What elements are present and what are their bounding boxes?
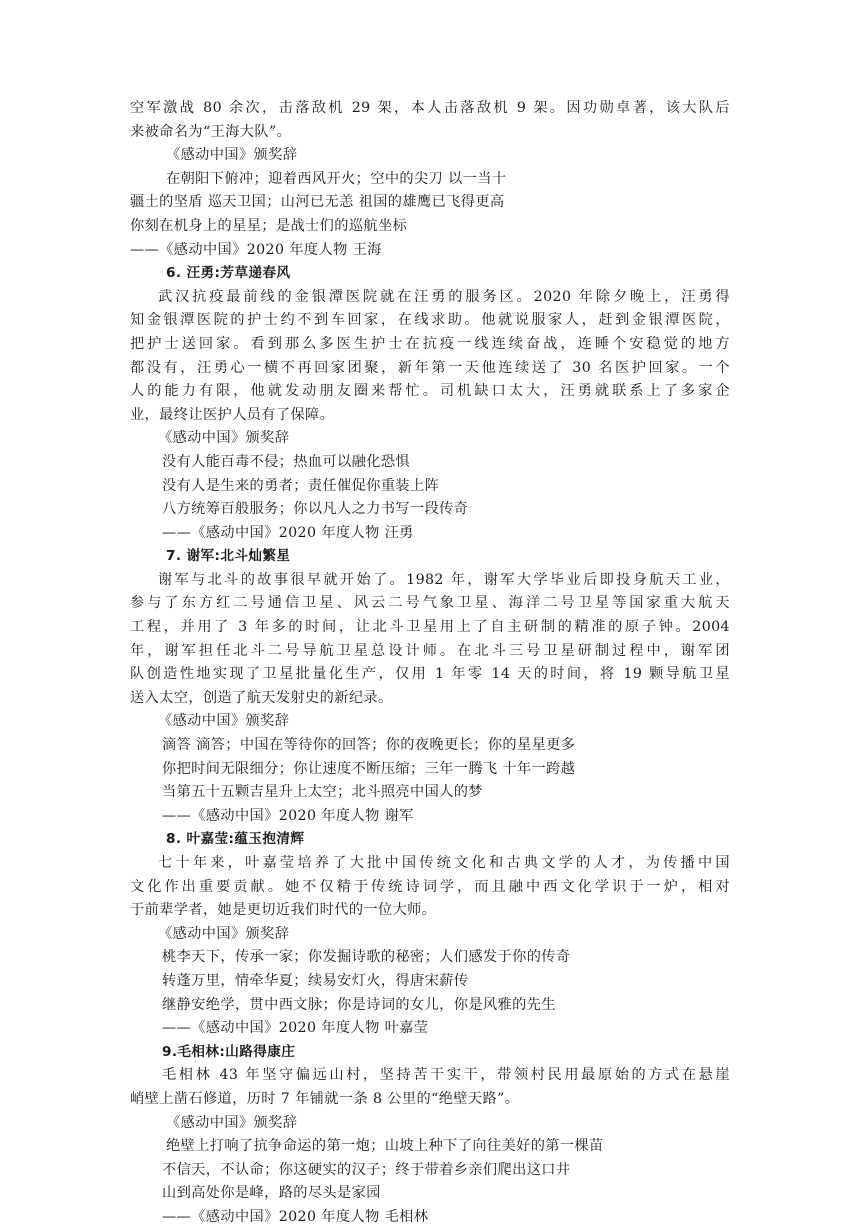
text-line: ——《感动中国》2020 年度人物 毛相林 bbox=[162, 1208, 429, 1225]
text-line: 绝壁上打响了抗争命运的第一炮；山坡上种下了向往美好的第一棵苗 bbox=[166, 1138, 604, 1155]
text-line: 不信天，不认命；你这硬实的汉子；终于带着乡亲们爬出这口井 bbox=[162, 1161, 571, 1178]
text-line: 《感动中国》颁奖辞 bbox=[158, 430, 290, 447]
text-line: 七十年来，叶嘉莹培养了大批中国传统文化和古典文学的人才，为传播中国 bbox=[158, 855, 730, 871]
text-line: 毛相林 43 年坚守偏远山村，坚持苦干实干，带领村民用最原始的方式在悬崖 bbox=[162, 1067, 730, 1084]
text-line: 转蓬万里，情牵华夏；续易安灯火，得唐宋薪传 bbox=[162, 972, 469, 989]
text-line: 空军激战 80 余次，击落敌机 29 架，本人击落敌机 9 架。因功勋卓著，该大队后 bbox=[130, 100, 730, 116]
text-line: 武汉抗疫最前线的金银潭医院就在汪勇的服务区。2020 年除夕晚上，汪勇得 bbox=[158, 288, 730, 305]
text-line: 《感动中国》颁奖辞 bbox=[158, 713, 290, 730]
text-line: 你刻在机身上的星星；是战士们的巡航坐标 bbox=[130, 217, 408, 234]
text-line: 参与了东方红二号通信卫星、风云二号气象卫星、海洋二号卫星等国家重大航天 bbox=[130, 595, 730, 612]
text-line: 业，最终让医护人员有了保障。 bbox=[130, 406, 335, 423]
text-line: 知金银潭医院的护士约不到车回家，在线求助。他就说服家人，赶到金银潭医院， bbox=[130, 312, 730, 329]
text-line: 工程，并用了 3 年多的时间，让北斗卫星用上了自主研制的精准的原子钟。2004 bbox=[130, 619, 730, 636]
text-line: 来被命名为“王海大队”。 bbox=[130, 123, 292, 140]
text-line: 没有人能百毒不侵；热血可以融化恐惧 bbox=[162, 453, 410, 470]
text-line: 送入太空，创造了航天发射史的新纪录。 bbox=[130, 689, 393, 706]
text-line: ——《感动中国》2020 年度人物 谢军 bbox=[162, 807, 414, 824]
text-line: 队创造性地实现了卫星批量化生产，仅用 1 年零 14 天的时间，将 19 颗导航卫星 bbox=[130, 666, 730, 683]
text-line: 谢军与北斗的故事很早就开始了。1982 年，谢军大学毕业后即投身航天工业， bbox=[158, 571, 730, 588]
text-line: ——《感动中国》2020 年度人物 叶嘉莹 bbox=[162, 1020, 429, 1037]
text-line: 于前辈学者，她是更切近我们时代的一位大师。 bbox=[130, 902, 437, 919]
text-line: 当第五十五颗吉星升上太空；北斗照亮中国人的梦 bbox=[162, 784, 483, 801]
text-line: 人的能力有限，他就发动朋友圈来帮忙。司机缺口太大，汪勇就联系上了多家企 bbox=[130, 383, 730, 400]
text-line: 八方统筹百般服务；你以凡人之力书写一段传奇 bbox=[162, 501, 469, 518]
text-line: 年，谢军担任北斗二号导航卫星总设计师。在北斗三号卫星研制过程中，谢军团 bbox=[130, 642, 730, 659]
text-line: 在朝阳下俯冲；迎着西风开火；空中的尖刀 以一当十 bbox=[166, 170, 507, 187]
text-line: 《感动中国》颁奖辞 bbox=[158, 925, 290, 942]
text-line: 《感动中国》颁奖辞 bbox=[166, 1114, 298, 1131]
document-body bbox=[130, 97, 730, 1230]
text-line: 疆土的坚盾 巡天卫国；山河已无恙 祖国的雄鹰已飞得更高 bbox=[130, 194, 505, 211]
text-line: 桃李天下，传承一家；你发掘诗歌的秘密；人们感发于你的传奇 bbox=[162, 949, 571, 966]
section-heading: 7. 谢军:北斗灿繁星 bbox=[166, 548, 291, 565]
section-heading: 8. 叶嘉莹:蕴玉抱清辉 bbox=[166, 831, 305, 848]
text-line: 山到高处你是峰，路的尽头是家园 bbox=[162, 1185, 381, 1202]
text-line: 你把时间无限细分；你让速度不断压缩；三年一腾飞 十年一跨越 bbox=[162, 760, 576, 777]
text-line: ——《感动中国》2020 年度人物 汪勇 bbox=[162, 524, 414, 541]
section-heading: 6. 汪勇:芳草递春风 bbox=[166, 265, 291, 282]
text-line: 把护士送回家。看到那么多医生护士在抗疫一线连续奋战，连睡个安稳觉的地方 bbox=[130, 335, 730, 352]
text-line: ——《感动中国》2020 年度人物 王海 bbox=[130, 241, 382, 258]
text-line: 都没有，汪勇心一横不再回家团聚，新年第一天他连续送了 30 名医护回家。一个 bbox=[130, 359, 730, 376]
text-line: 继静安绝学，贯中西文脉；你是诗词的女儿，你是风雅的先生 bbox=[162, 996, 556, 1013]
text-line: 峭壁上凿石修道，历时 7 年铺就一条 8 公里的“绝壁天路”。 bbox=[130, 1090, 520, 1107]
text-line: 《感动中国》颁奖辞 bbox=[166, 147, 298, 164]
text-line: 滴答 滴答；中国在等待你的回答；你的夜晚更长；你的星星更多 bbox=[162, 737, 576, 754]
text-line: 没有人是生来的勇者；责任催促你重装上阵 bbox=[162, 477, 440, 494]
section-heading: 9.毛相林:山路得康庄 bbox=[162, 1043, 296, 1060]
text-line: 文化作出重要贡献。她不仅精于传统诗词学，而且融中西文化学识于一炉，相对 bbox=[130, 878, 730, 895]
